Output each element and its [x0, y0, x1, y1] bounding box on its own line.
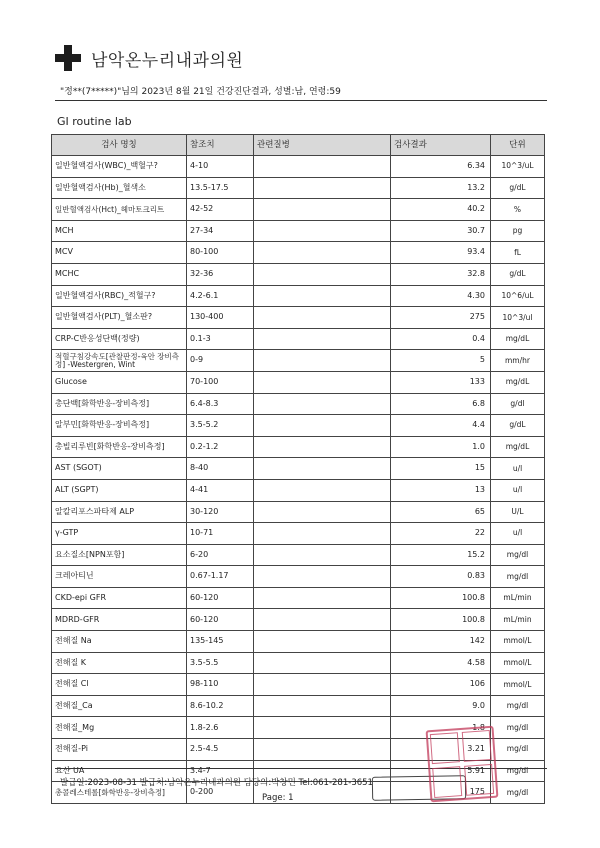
- unit-cell: mg/dl: [491, 782, 545, 804]
- unit-cell: mg/dL: [491, 328, 545, 350]
- result-value-cell: 0.83: [391, 566, 491, 588]
- reference-range-cell: 3.5-5.2: [187, 415, 254, 437]
- test-name-cell: γ-GTP: [52, 523, 187, 545]
- related-disease-cell: [254, 652, 391, 674]
- result-value-cell: 4.30: [391, 285, 491, 307]
- related-disease-cell: [254, 393, 391, 415]
- clinic-name: 남악온누리내과의원: [91, 50, 244, 71]
- column-header-unit: 단위: [491, 135, 545, 156]
- test-name-cell: 일반혈액검사(Hb)_혈색소: [52, 177, 187, 199]
- reference-range-cell: 3.4-7: [187, 760, 254, 782]
- related-disease-cell: [254, 609, 391, 631]
- reference-range-cell: 4-10: [187, 156, 254, 178]
- result-value-cell: 15: [391, 458, 491, 480]
- reference-range-cell: 98-110: [187, 674, 254, 696]
- result-value-cell: 6.8: [391, 393, 491, 415]
- result-value-cell: 133: [391, 371, 491, 393]
- table-row: [52, 631, 545, 653]
- reference-range-cell: 32-36: [187, 263, 254, 285]
- result-value-cell: 5.91: [391, 760, 491, 782]
- test-name-cell: 일반혈액검사(WBC)_백혈구?: [52, 156, 187, 178]
- unit-cell: g/dL: [491, 263, 545, 285]
- result-value-cell: 275: [391, 307, 491, 329]
- table-row: [52, 544, 545, 566]
- related-disease-cell: [254, 501, 391, 523]
- unit-cell: mm/hr: [491, 350, 545, 372]
- result-value-cell: 93.4: [391, 242, 491, 264]
- result-value-cell: 15.2: [391, 544, 491, 566]
- table-row: [52, 177, 545, 199]
- unit-cell: mg/dl: [491, 544, 545, 566]
- result-value-cell: 9.0: [391, 695, 491, 717]
- unit-cell: g/dL: [491, 177, 545, 199]
- unit-cell: mg/dl: [491, 739, 545, 761]
- table-row: [52, 242, 545, 264]
- table-row: [52, 285, 545, 307]
- red-seal-stamp: [426, 726, 499, 803]
- reference-range-cell: 1.8-2.6: [187, 717, 254, 739]
- unit-cell: mg/dl: [491, 566, 545, 588]
- table-row: [52, 674, 545, 696]
- related-disease-cell: [254, 587, 391, 609]
- reference-range-cell: 8.6-10.2: [187, 695, 254, 717]
- result-value-cell: 0.4: [391, 328, 491, 350]
- test-name-cell: AST (SGOT): [52, 458, 187, 480]
- table-row: [52, 695, 545, 717]
- related-disease-cell: [254, 415, 391, 437]
- unit-cell: g/dL: [491, 415, 545, 437]
- reference-range-cell: 10-71: [187, 523, 254, 545]
- related-disease-cell: [254, 371, 391, 393]
- table-row: [52, 371, 545, 393]
- reference-range-cell: 0-200: [187, 782, 254, 804]
- test-name-cell: 전해질-Pi: [52, 739, 187, 761]
- unit-cell: g/dl: [491, 393, 545, 415]
- reference-range-cell: 60-120: [187, 609, 254, 631]
- result-value-cell: 13.2: [391, 177, 491, 199]
- column-header-related-disease: 관련질병: [254, 135, 391, 156]
- test-name-cell: 전해질 Cl: [52, 674, 187, 696]
- test-name-cell: MCHC: [52, 263, 187, 285]
- reference-range-cell: 4.2-6.1: [187, 285, 254, 307]
- reference-range-cell: 0-9: [187, 350, 254, 372]
- related-disease-cell: [254, 242, 391, 264]
- result-value-cell: 40.2: [391, 199, 491, 221]
- unit-cell: pg: [491, 220, 545, 242]
- related-disease-cell: [254, 695, 391, 717]
- reference-range-cell: 60-120: [187, 587, 254, 609]
- related-disease-cell: [254, 156, 391, 178]
- related-disease-cell: [254, 199, 391, 221]
- table-row: [52, 609, 545, 631]
- result-value-cell: 100.8: [391, 587, 491, 609]
- result-value-cell: 4.58: [391, 652, 491, 674]
- related-disease-cell: [254, 674, 391, 696]
- test-name-cell: 전해질_Mg: [52, 717, 187, 739]
- reference-range-cell: 0.67-1.17: [187, 566, 254, 588]
- result-value-cell: 3.21: [391, 739, 491, 761]
- reference-range-cell: 0.2-1.2: [187, 436, 254, 458]
- test-name-cell: 전해질 Na: [52, 631, 187, 653]
- related-disease-cell: [254, 285, 391, 307]
- unit-cell: mmol/L: [491, 674, 545, 696]
- table-row: [52, 393, 545, 415]
- related-disease-cell: [254, 307, 391, 329]
- unit-cell: u/l: [491, 523, 545, 545]
- page-number: Page: 1: [262, 793, 294, 803]
- issue-info-line: 발급일:2023-08-31 발급처:남악온누리내과의원 담당의:박창민 Tel:061-281-3651: [60, 778, 373, 788]
- related-disease-cell: [254, 739, 391, 761]
- result-value-cell: 6.34: [391, 156, 491, 178]
- unit-cell: mg/dL: [491, 371, 545, 393]
- reference-range-cell: 42-52: [187, 199, 254, 221]
- related-disease-cell: [254, 566, 391, 588]
- table-row: [52, 501, 545, 523]
- reference-range-cell: 8-40: [187, 458, 254, 480]
- test-name-cell: 전해질 K: [52, 652, 187, 674]
- related-disease-cell: [254, 350, 391, 372]
- test-name-cell: 적혈구침강속도[관찰판정-육안 장비측정] -Westergren, Wint: [52, 350, 187, 372]
- table-row: [52, 479, 545, 501]
- related-disease-cell: [254, 328, 391, 350]
- table-row: [52, 587, 545, 609]
- test-name-cell: 요산 UA: [52, 760, 187, 782]
- test-name-cell: 총단백[화학반응-장비측정]: [52, 393, 187, 415]
- related-disease-cell: [254, 436, 391, 458]
- test-name-cell: CKD-epi GFR: [52, 587, 187, 609]
- column-header-test-name: 검사 명칭: [52, 135, 187, 156]
- reference-range-cell: 30-120: [187, 501, 254, 523]
- reference-range-cell: 130-400: [187, 307, 254, 329]
- reference-range-cell: 135-145: [187, 631, 254, 653]
- test-name-cell: 요소질소[NPN포함]: [52, 544, 187, 566]
- result-value-cell: 30.7: [391, 220, 491, 242]
- unit-cell: 10^6/uL: [491, 285, 545, 307]
- reference-range-cell: 80-100: [187, 242, 254, 264]
- test-name-cell: 일반혈액검사(Hct)_헤마토크리트: [52, 199, 187, 221]
- unit-cell: mg/dl: [491, 695, 545, 717]
- table-row: [52, 307, 545, 329]
- related-disease-cell: [254, 523, 391, 545]
- unit-cell: %: [491, 199, 545, 221]
- result-value-cell: 4.4: [391, 415, 491, 437]
- test-name-cell: 전해질_Ca: [52, 695, 187, 717]
- reference-range-cell: 4-41: [187, 479, 254, 501]
- column-header-result: 검사결과: [391, 135, 491, 156]
- result-value-cell: 106: [391, 674, 491, 696]
- table-row: [52, 328, 545, 350]
- reference-range-cell: 13.5-17.5: [187, 177, 254, 199]
- test-name-cell: ALT (SGPT): [52, 479, 187, 501]
- table-row: [52, 652, 545, 674]
- related-disease-cell: [254, 544, 391, 566]
- result-value-cell: 100.8: [391, 609, 491, 631]
- related-disease-cell: [254, 177, 391, 199]
- result-value-cell: 5: [391, 350, 491, 372]
- result-value-cell: 22: [391, 523, 491, 545]
- reference-range-cell: 6-20: [187, 544, 254, 566]
- related-disease-cell: [254, 263, 391, 285]
- table-header-row: [52, 135, 545, 156]
- reference-range-cell: 3.5-5.5: [187, 652, 254, 674]
- test-name-cell: Glucose: [52, 371, 187, 393]
- test-name-cell: MDRD-GFR: [52, 609, 187, 631]
- result-value-cell: 65: [391, 501, 491, 523]
- unit-cell: mg/dl: [491, 717, 545, 739]
- test-name-cell: 알칼리포스파타제 ALP: [52, 501, 187, 523]
- patient-info-line: "정**(7*****)"님의 2023년 8월 21일 건강진단결과, 성별:남, 연령:59: [60, 87, 341, 97]
- table-row: [52, 156, 545, 178]
- unit-cell: U/L: [491, 501, 545, 523]
- lab-results-table: [51, 134, 545, 804]
- result-value-cell: 175: [391, 782, 491, 804]
- test-name-cell: 총콜레스테롤[화학반응-장비측정]: [52, 782, 187, 804]
- table-row: [52, 436, 545, 458]
- table-row: [52, 220, 545, 242]
- table-row: [52, 523, 545, 545]
- related-disease-cell: [254, 631, 391, 653]
- reference-range-cell: 2.5-4.5: [187, 739, 254, 761]
- test-name-cell: 크레아티닌: [52, 566, 187, 588]
- result-value-cell: 13: [391, 479, 491, 501]
- table-row: [52, 566, 545, 588]
- table-row: [52, 415, 545, 437]
- table-row: [52, 350, 545, 372]
- reference-range-cell: 6.4-8.3: [187, 393, 254, 415]
- unit-cell: mg/dL: [491, 436, 545, 458]
- unit-cell: u/l: [491, 458, 545, 480]
- section-title: GI routine lab: [57, 115, 132, 128]
- unit-cell: mmol/L: [491, 652, 545, 674]
- test-name-cell: MCV: [52, 242, 187, 264]
- table-row: [52, 458, 545, 480]
- related-disease-cell: [254, 458, 391, 480]
- reference-range-cell: 70-100: [187, 371, 254, 393]
- table-row: [52, 263, 545, 285]
- unit-cell: mg/dl: [491, 760, 545, 782]
- test-name-cell: 총빌리루빈[화학반응-장비측정]: [52, 436, 187, 458]
- result-value-cell: 32.8: [391, 263, 491, 285]
- result-value-cell: 142: [391, 631, 491, 653]
- test-name-cell: 알부민[화학반응-장비측정]: [52, 415, 187, 437]
- lab-table-body: [52, 156, 545, 804]
- unit-cell: fL: [491, 242, 545, 264]
- unit-cell: mmol/L: [491, 631, 545, 653]
- header-divider: [55, 100, 547, 101]
- result-value-cell: 1.8: [391, 717, 491, 739]
- unit-cell: 10^3/ul: [491, 307, 545, 329]
- related-disease-cell: [254, 717, 391, 739]
- result-value-cell: 1.0: [391, 436, 491, 458]
- unit-cell: mL/min: [491, 609, 545, 631]
- test-name-cell: 일반혈액검사(PLT)_혈소판?: [52, 307, 187, 329]
- table-row: [52, 199, 545, 221]
- reference-range-cell: 0.1-3: [187, 328, 254, 350]
- unit-cell: mL/min: [491, 587, 545, 609]
- unit-cell: u/l: [491, 479, 545, 501]
- related-disease-cell: [254, 479, 391, 501]
- column-header-reference: 참조치: [187, 135, 254, 156]
- medical-cross-icon: [55, 45, 81, 71]
- reference-range-cell: 27-34: [187, 220, 254, 242]
- related-disease-cell: [254, 220, 391, 242]
- unit-cell: 10^3/uL: [491, 156, 545, 178]
- test-name-cell: MCH: [52, 220, 187, 242]
- test-name-cell: 일반혈액검사(RBC)_적혈구?: [52, 285, 187, 307]
- test-name-cell: CRP-C반응성단백(정량): [52, 328, 187, 350]
- clinic-header: [55, 44, 243, 72]
